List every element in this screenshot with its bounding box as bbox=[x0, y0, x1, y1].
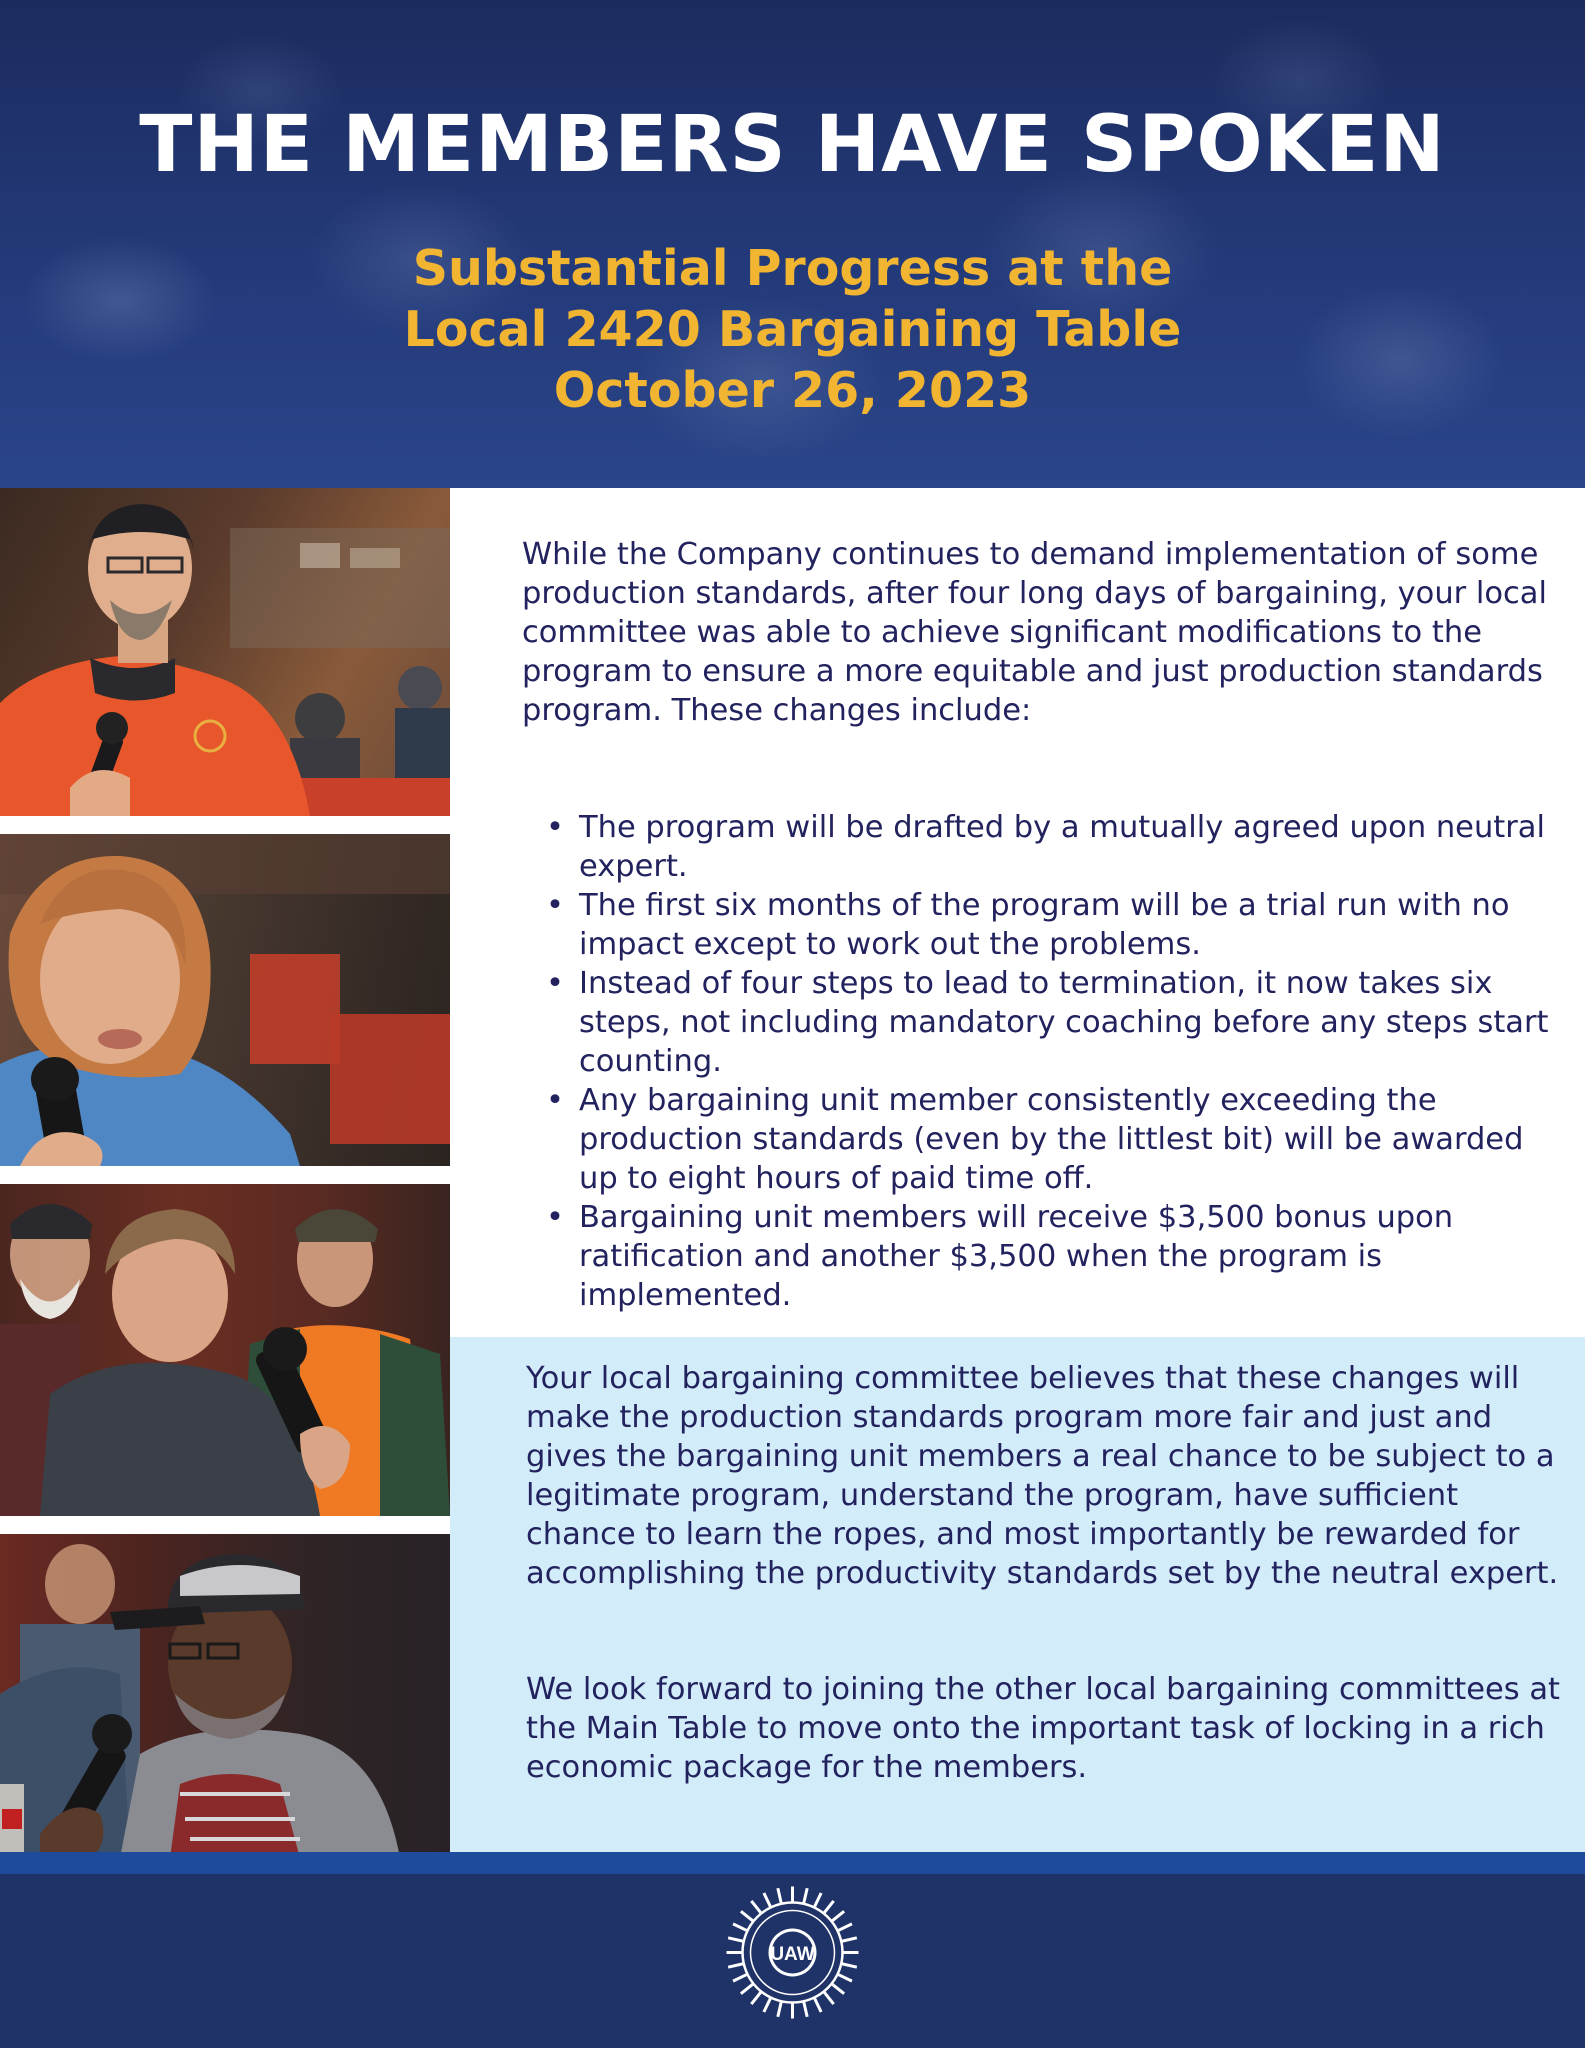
seal-spoke bbox=[804, 2001, 808, 2017]
subtitle bbox=[0, 238, 1585, 421]
seal-spoke bbox=[751, 1901, 761, 1914]
seal-spoke bbox=[838, 1924, 852, 1931]
bullet-icon: • bbox=[546, 1200, 564, 1235]
seal-spoke bbox=[841, 1964, 857, 1968]
logo-text: UAW bbox=[770, 1944, 815, 1965]
bullet-icon: • bbox=[546, 1083, 564, 1118]
header-banner bbox=[0, 0, 1585, 488]
closing-paragraph: We look forward to joining the other local bargaining committees at the Main Table to move onto the important task of locking in a rich economic package for the members. bbox=[526, 1672, 1560, 1785]
seal-spoke bbox=[804, 1888, 808, 1904]
seal-spoke bbox=[764, 1998, 771, 2012]
seal-spoke bbox=[733, 1974, 747, 1981]
seal-spoke bbox=[841, 1938, 857, 1942]
bullet-icon: • bbox=[546, 810, 564, 845]
intro-paragraph: While the Company continues to demand implementation of some production standards, after four long days of bargaining, your local committee was able to achieve significant modifications to the program to ensure a more equitable and just production standards program. These changes include: bbox=[522, 537, 1547, 728]
list-item bbox=[546, 1198, 1556, 1315]
subtitle-line: Substantial Progress at the bbox=[412, 240, 1173, 297]
photo-member-woman-speaking bbox=[0, 834, 450, 1166]
seal-spoke bbox=[728, 1964, 744, 1968]
seal-spoke bbox=[814, 1893, 821, 1907]
bullet-icon: • bbox=[546, 966, 564, 1001]
seal-spoke bbox=[814, 1998, 821, 2012]
subtitle-line: Local 2420 Bargaining Table bbox=[403, 301, 1182, 358]
list-item bbox=[546, 808, 1556, 886]
photo-member-cap bbox=[0, 1534, 450, 1858]
seal-spoke bbox=[824, 1901, 834, 1914]
seal-spoke bbox=[832, 1911, 845, 1921]
seal-spoke bbox=[728, 1938, 744, 1942]
list-item-text: The first six months of the program will be a trial run with no impact except to work out the problems. bbox=[579, 888, 1510, 962]
seal-spoke bbox=[778, 1888, 782, 1904]
seal-spoke bbox=[778, 2001, 782, 2017]
list-item-text: Any bargaining unit member consistently exceeding the production standards (even by the littlest bit) will be awarded up to eight hours of paid time off. bbox=[579, 1083, 1524, 1196]
seal-spoke bbox=[824, 1992, 834, 2005]
seal-spoke bbox=[741, 1984, 754, 1994]
seal-spoke bbox=[741, 1911, 754, 1921]
seal-spoke bbox=[733, 1924, 747, 1931]
page-title: THE MEMBERS HAVE SPOKEN bbox=[139, 100, 1446, 190]
list-item bbox=[546, 1081, 1556, 1198]
photo-member-orange-shirt bbox=[0, 488, 450, 816]
list-item-text: Bargaining unit members will receive $3,500 bonus upon ratification and another $3,500 when the program is implemented. bbox=[579, 1200, 1454, 1313]
seal-spoke bbox=[751, 1992, 761, 2005]
list-item bbox=[546, 964, 1556, 1081]
list-item-text: Instead of four steps to lead to termination, it now takes six steps, not including mandatory coaching before any steps start counting. bbox=[579, 966, 1549, 1079]
subtitle-date: October 26, 2023 bbox=[553, 362, 1032, 419]
photo-member-hoodie bbox=[0, 1184, 450, 1516]
bullet-icon: • bbox=[546, 888, 564, 923]
closing-paragraph: Your local bargaining committee believes that these changes will make the production standards program more fair and just and gives the bargaining unit members a real chance to be subject to a legitimate program, understand the program, have sufficient chance to learn the ropes, and most importantly be rewarded for accomplishing the productivity standards set by the neutral expert. bbox=[526, 1361, 1559, 1591]
footer-stripe bbox=[0, 1852, 1585, 1874]
uaw-logo bbox=[720, 1880, 865, 2025]
list-item-text: The program will be drafted by a mutually agreed upon neutral expert. bbox=[579, 810, 1545, 884]
seal-spoke bbox=[838, 1974, 852, 1981]
list-item bbox=[546, 886, 1556, 964]
seal-spoke bbox=[764, 1893, 771, 1907]
seal-spoke bbox=[832, 1984, 845, 1994]
changes-list bbox=[546, 808, 1556, 1315]
